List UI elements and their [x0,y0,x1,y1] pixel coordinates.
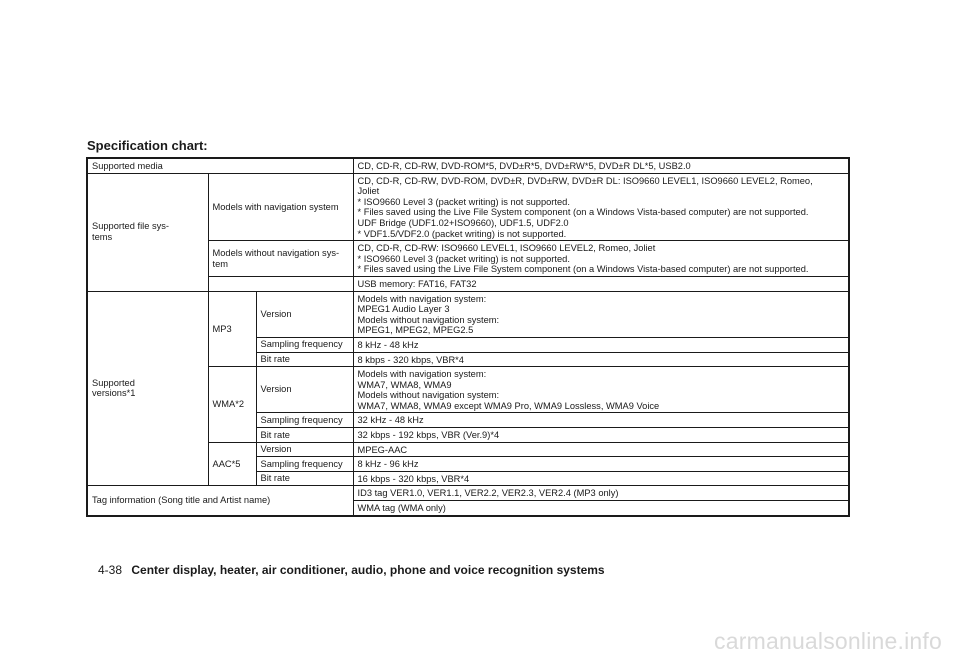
value-line: Models with navigation system: [357,293,487,304]
table-row [87,291,849,337]
fs-nonav-value [353,241,849,277]
fs-nav-label-text: Models with navigation system [212,201,339,212]
value-line: MPEG1, MPEG2, MPEG2.5 [357,325,474,336]
value-line: * ISO9660 Level 3 (packet writing) is not supported. [357,196,570,207]
value-line: * ISO9660 Level 3 (packet writing) is not supported. [357,253,570,264]
wma-sampling-value: 32 kHz - 48 kHz [353,413,849,428]
versions-label [87,291,208,486]
table-row [87,486,849,501]
mp3-label: MP3 [208,291,256,367]
tag-wma-value: WMA tag (WMA only) [353,501,849,516]
page-number: 4-38 [98,563,123,577]
value-line: * Files saved using the Live File System component (on a Windows Vista-based computer) are not supported. [357,207,809,218]
table-row [87,173,849,241]
mp3-version-label: Version [256,291,353,337]
fs-nav-label [208,173,353,241]
value-line: CD, CD-R, CD-RW, DVD-ROM, DVD±R, DVD±RW, DVD±R DL: ISO9660 LEVEL1, ISO9660 LEVEL2, Romeo, [357,175,813,186]
value-line: Joliet [357,186,380,197]
value-line: * Files saved using the Live File System component (on a Windows Vista-based computer) are not supported. [357,264,809,275]
chart-title: Specification chart: [87,138,208,153]
versions-label-text: Supported versions*1 [92,377,136,399]
fs-nonav-label [208,241,353,277]
tag-info-label: Tag information (Song title and Artist name) [87,486,353,516]
supported-media-label: Supported media [87,158,353,173]
mp3-version-value [353,291,849,337]
section-title: Center display, heater, air conditioner, audio, phone and voice recognition systems [131,563,605,577]
mp3-sampling-label: Sampling frequency [256,337,353,352]
value-line: Models without navigation system: [357,314,500,325]
aac-label: AAC*5 [208,442,256,486]
value-line: * VDF1.5/VDF2.0 (packet writing) is not supported. [357,228,567,239]
supported-media-value: CD, CD-R, CD-RW, DVD-ROM*5, DVD±R*5, DVD±RW*5, DVD±R DL*5, USB2.0 [353,158,849,173]
mp3-sampling-value: 8 kHz - 48 kHz [353,337,849,352]
wma-bitrate-label: Bit rate [256,428,353,443]
page-footer [98,563,605,577]
value-line: CD, CD-R, CD-RW: ISO9660 LEVEL1, ISO9660 LEVEL2, Romeo, Joliet [357,243,656,254]
value-line: Models with navigation system: [357,369,487,380]
aac-version-label: Version [256,442,353,457]
value-line: WMA7, WMA8, WMA9 except WMA9 Pro, WMA9 Lossless, WMA9 Voice [357,400,660,411]
wma-version-label: Version [256,367,353,413]
table-row [87,158,849,173]
fs-nonav-label-text: Models without navigation sys- tem [212,247,340,269]
fs-usb-value: USB memory: FAT16, FAT32 [353,276,849,291]
file-systems-label-text: Supported file sys- tems [92,221,169,243]
wma-label: WMA*2 [208,367,256,443]
value-line: MPEG1 Audio Layer 3 [357,304,450,315]
aac-bitrate-value: 16 kbps - 320 kbps, VBR*4 [353,471,849,486]
tag-id3-value: ID3 tag VER1.0, VER1.1, VER2.2, VER2.3, VER2.4 (MP3 only) [353,486,849,501]
specification-table [86,157,850,517]
mp3-bitrate-label: Bit rate [256,352,353,367]
wma-sampling-label: Sampling frequency [256,413,353,428]
aac-bitrate-label: Bit rate [256,471,353,486]
value-line: WMA7, WMA8, WMA9 [357,379,452,390]
aac-version-value: MPEG-AAC [353,442,849,457]
value-line: UDF Bridge (UDF1.02+ISO9660), UDF1.5, UDF2.0 [357,217,569,228]
aac-sampling-value: 8 kHz - 96 kHz [353,457,849,472]
fs-nav-value [353,173,849,241]
wma-version-value [353,367,849,413]
aac-sampling-label: Sampling frequency [256,457,353,472]
watermark: carmanualsonline.info [714,628,942,654]
value-line: Models without navigation system: [357,390,500,401]
file-systems-label [87,173,208,291]
fs-usb-label [208,276,353,291]
mp3-bitrate-value: 8 kbps - 320 kbps, VBR*4 [353,352,849,367]
wma-bitrate-value: 32 kbps - 192 kbps, VBR (Ver.9)*4 [353,428,849,443]
